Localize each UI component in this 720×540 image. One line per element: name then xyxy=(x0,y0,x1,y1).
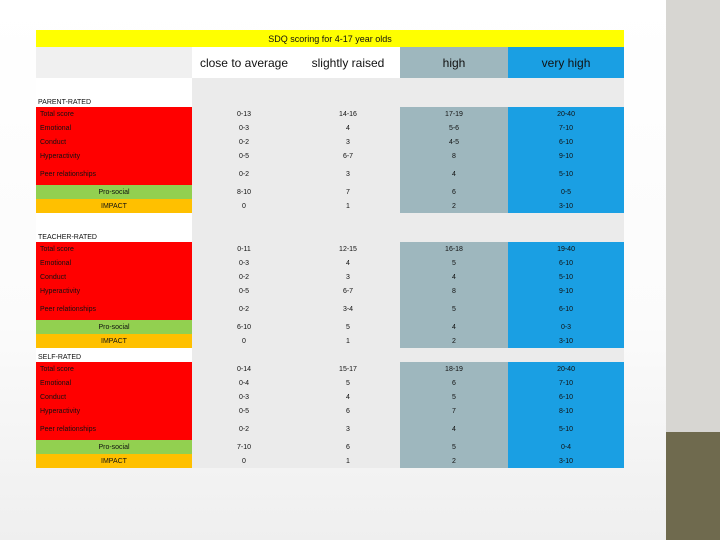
cell-high: 18-19 xyxy=(400,362,508,376)
cell-close-to-average: 0-4 xyxy=(192,376,296,390)
cell-close-to-average: 0-3 xyxy=(192,390,296,404)
sdq-scoring-table xyxy=(36,30,624,468)
table-row xyxy=(36,149,624,163)
cell-high: 5 xyxy=(400,440,508,454)
cell-close-to-average: 8-10 xyxy=(192,185,296,199)
row-label: Emotional xyxy=(36,256,192,270)
table-row xyxy=(36,284,624,298)
cell-slightly-raised: 6-7 xyxy=(296,284,400,298)
cell-high: 16-18 xyxy=(400,242,508,256)
row-label: Peer relationships xyxy=(36,418,192,440)
row-label: Conduct xyxy=(36,390,192,404)
header-close-to-average: close to average xyxy=(192,47,296,78)
cell-slightly-raised: 4 xyxy=(296,121,400,135)
row-label: Conduct xyxy=(36,135,192,149)
cell-close-to-average: 0-3 xyxy=(192,256,296,270)
header-very-high: very high xyxy=(508,47,624,78)
cell-very-high: 6-10 xyxy=(508,256,624,270)
cell-high: 4-5 xyxy=(400,135,508,149)
row-label: Hyperactivity xyxy=(36,284,192,298)
cell-close-to-average: 0-3 xyxy=(192,121,296,135)
cell-slightly-raised: 4 xyxy=(296,256,400,270)
row-label: Hyperactivity xyxy=(36,149,192,163)
cell-very-high: 7-10 xyxy=(508,121,624,135)
cell-very-high: 20-40 xyxy=(508,362,624,376)
cell-slightly-raised: 1 xyxy=(296,199,400,213)
row-label: Total score xyxy=(36,362,192,376)
cell-very-high: 9-10 xyxy=(508,284,624,298)
row-label: Total score xyxy=(36,107,192,121)
cell-high: 6 xyxy=(400,185,508,199)
cell-close-to-average: 0-5 xyxy=(192,404,296,418)
section-filler xyxy=(192,78,624,107)
cell-high: 4 xyxy=(400,270,508,284)
cell-slightly-raised: 3 xyxy=(296,270,400,284)
section-label: SELF-RATED xyxy=(36,348,192,362)
cell-close-to-average: 0-2 xyxy=(192,418,296,440)
table-title: SDQ scoring for 4-17 year olds xyxy=(36,30,624,47)
cell-slightly-raised: 7 xyxy=(296,185,400,199)
table-row xyxy=(36,298,624,320)
side-stripe-dark xyxy=(666,432,720,540)
side-stripe-light xyxy=(666,0,720,432)
cell-very-high: 20-40 xyxy=(508,107,624,121)
title-row xyxy=(36,30,624,47)
cell-high: 5 xyxy=(400,256,508,270)
table-row xyxy=(36,376,624,390)
cell-high: 2 xyxy=(400,199,508,213)
cell-close-to-average: 7-10 xyxy=(192,440,296,454)
cell-close-to-average: 0-13 xyxy=(192,107,296,121)
cell-slightly-raised: 15-17 xyxy=(296,362,400,376)
cell-high: 2 xyxy=(400,454,508,468)
cell-slightly-raised: 1 xyxy=(296,454,400,468)
row-label: Pro-social xyxy=(36,440,192,454)
header-blank xyxy=(36,47,192,78)
table-row xyxy=(36,334,624,348)
cell-slightly-raised: 6-7 xyxy=(296,149,400,163)
table-row xyxy=(36,404,624,418)
row-label: Emotional xyxy=(36,121,192,135)
cell-high: 17-19 xyxy=(400,107,508,121)
section-label: TEACHER-RATED xyxy=(36,213,192,242)
cell-close-to-average: 0 xyxy=(192,334,296,348)
table-row xyxy=(36,362,624,376)
cell-very-high: 5-10 xyxy=(508,418,624,440)
cell-slightly-raised: 12-15 xyxy=(296,242,400,256)
row-label: IMPACT xyxy=(36,454,192,468)
table-row xyxy=(36,454,624,468)
cell-slightly-raised: 3 xyxy=(296,163,400,185)
table-row xyxy=(36,135,624,149)
cell-high: 4 xyxy=(400,320,508,334)
row-label: IMPACT xyxy=(36,199,192,213)
cell-close-to-average: 0 xyxy=(192,199,296,213)
row-label: IMPACT xyxy=(36,334,192,348)
cell-very-high: 0-3 xyxy=(508,320,624,334)
table-row xyxy=(36,418,624,440)
cell-very-high: 9-10 xyxy=(508,149,624,163)
table-row xyxy=(36,107,624,121)
table-row xyxy=(36,270,624,284)
cell-high: 8 xyxy=(400,149,508,163)
cell-very-high: 7-10 xyxy=(508,376,624,390)
cell-close-to-average: 0-5 xyxy=(192,149,296,163)
cell-close-to-average: 6-10 xyxy=(192,320,296,334)
row-label: Conduct xyxy=(36,270,192,284)
table-row xyxy=(36,163,624,185)
cell-high: 2 xyxy=(400,334,508,348)
section-header-row xyxy=(36,213,624,242)
table-row xyxy=(36,199,624,213)
cell-slightly-raised: 1 xyxy=(296,334,400,348)
section-filler xyxy=(192,348,624,362)
cell-very-high: 3-10 xyxy=(508,454,624,468)
cell-high: 4 xyxy=(400,418,508,440)
cell-close-to-average: 0-14 xyxy=(192,362,296,376)
section-label: PARENT-RATED xyxy=(36,78,192,107)
row-label: Pro-social xyxy=(36,320,192,334)
cell-close-to-average: 0-2 xyxy=(192,270,296,284)
table-row xyxy=(36,121,624,135)
cell-very-high: 0-5 xyxy=(508,185,624,199)
row-label: Total score xyxy=(36,242,192,256)
cell-slightly-raised: 6 xyxy=(296,404,400,418)
cell-high: 7 xyxy=(400,404,508,418)
table-row xyxy=(36,390,624,404)
cell-slightly-raised: 3 xyxy=(296,135,400,149)
row-label: Pro-social xyxy=(36,185,192,199)
cell-very-high: 6-10 xyxy=(508,390,624,404)
cell-close-to-average: 0-2 xyxy=(192,163,296,185)
table-row xyxy=(36,242,624,256)
section-header-row xyxy=(36,78,624,107)
cell-close-to-average: 0-2 xyxy=(192,298,296,320)
cell-high: 4 xyxy=(400,163,508,185)
cell-close-to-average: 0-11 xyxy=(192,242,296,256)
cell-very-high: 3-10 xyxy=(508,334,624,348)
cell-close-to-average: 0-5 xyxy=(192,284,296,298)
cell-slightly-raised: 5 xyxy=(296,376,400,390)
cell-slightly-raised: 14-16 xyxy=(296,107,400,121)
cell-high: 5 xyxy=(400,298,508,320)
row-label: Peer relationships xyxy=(36,298,192,320)
row-label: Peer relationships xyxy=(36,163,192,185)
row-label: Emotional xyxy=(36,376,192,390)
row-label: Hyperactivity xyxy=(36,404,192,418)
cell-very-high: 6-10 xyxy=(508,298,624,320)
table-row xyxy=(36,185,624,199)
cell-high: 5-6 xyxy=(400,121,508,135)
cell-very-high: 5-10 xyxy=(508,163,624,185)
cell-very-high: 19-40 xyxy=(508,242,624,256)
cell-very-high: 8-10 xyxy=(508,404,624,418)
cell-slightly-raised: 4 xyxy=(296,390,400,404)
cell-slightly-raised: 5 xyxy=(296,320,400,334)
cell-close-to-average: 0-2 xyxy=(192,135,296,149)
header-high: high xyxy=(400,47,508,78)
cell-slightly-raised: 3 xyxy=(296,418,400,440)
table-row xyxy=(36,440,624,454)
section-filler xyxy=(192,213,624,242)
header-row xyxy=(36,47,624,78)
table-row xyxy=(36,256,624,270)
cell-very-high: 6-10 xyxy=(508,135,624,149)
cell-high: 8 xyxy=(400,284,508,298)
cell-slightly-raised: 6 xyxy=(296,440,400,454)
cell-very-high: 5-10 xyxy=(508,270,624,284)
cell-slightly-raised: 3-4 xyxy=(296,298,400,320)
cell-very-high: 0-4 xyxy=(508,440,624,454)
table-row xyxy=(36,320,624,334)
section-header-row xyxy=(36,348,624,362)
cell-high: 6 xyxy=(400,376,508,390)
cell-high: 5 xyxy=(400,390,508,404)
cell-close-to-average: 0 xyxy=(192,454,296,468)
cell-very-high: 3-10 xyxy=(508,199,624,213)
header-slightly-raised: slightly raised xyxy=(296,47,400,78)
